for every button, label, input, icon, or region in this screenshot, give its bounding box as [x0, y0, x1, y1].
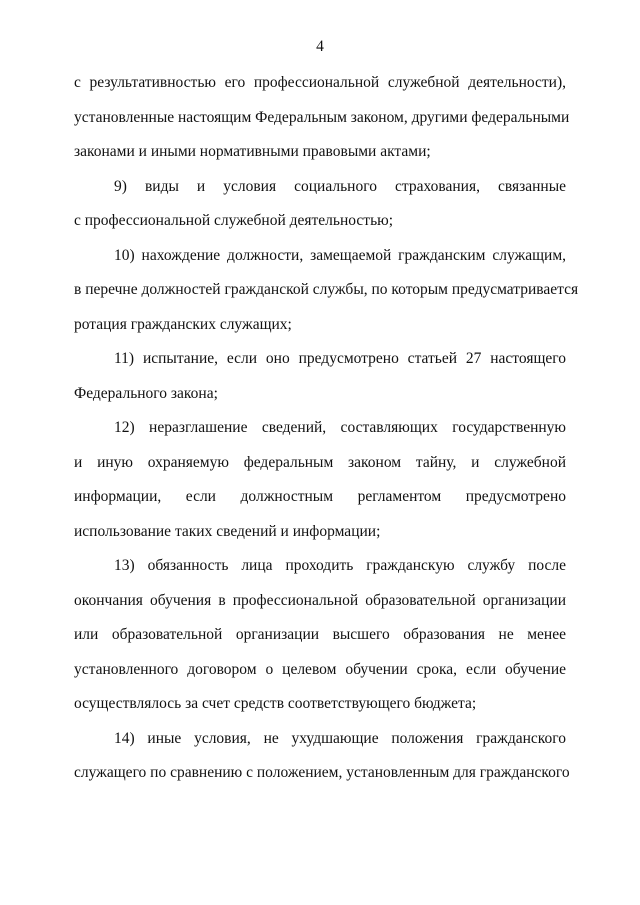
text-line: с результативностью его профессиональной служебной деятельности), [74, 74, 566, 91]
text-line: и иную охраняемую федеральным законом тайну, и служебной [74, 454, 566, 471]
list-item-11-line: 11) испытание, если оно предусмотрено статьей 27 настоящего [114, 350, 566, 367]
text-line: законами и иными нормативными правовыми актами; [74, 143, 431, 160]
page-number: 4 [316, 38, 324, 55]
text-line: использование таких сведений и информации; [74, 523, 381, 540]
text-line: ротация гражданских служащих; [74, 316, 292, 333]
text-line: Федерального закона; [74, 385, 218, 402]
text-line: установленного договором о целевом обучении срока, если обучение [74, 661, 566, 678]
text-line: в перечне должностей гражданской службы, по которым предусматривается [74, 281, 579, 298]
list-item-12-line: 12) неразглашение сведений, составляющих государственную [114, 419, 566, 436]
text-line: осуществлялось за счет средств соответствующего бюджета; [74, 695, 477, 712]
text-line: или образовательной организации высшего образования не менее [74, 626, 566, 643]
text-line: установленные настоящим Федеральным законом, другими федеральными [74, 109, 570, 126]
text-line: с профессиональной служебной деятельностью; [74, 212, 394, 229]
list-item-10-line: 10) нахождение должности, замещаемой гражданским служащим, [114, 247, 566, 264]
list-item-9-line: 9) виды и условия социального страхования, связанные [114, 178, 566, 195]
text-line: служащего по сравнению с положением, установленным для гражданского [74, 764, 570, 781]
list-item-14-line: 14) иные условия, не ухудшающие положения гражданского [114, 730, 566, 747]
text-line: окончания обучения в профессиональной образовательной организации [74, 592, 566, 609]
list-item-13-line: 13) обязанность лица проходить гражданскую службу после [114, 557, 566, 574]
text-line: информации, если должностным регламентом предусмотрено [74, 488, 566, 505]
